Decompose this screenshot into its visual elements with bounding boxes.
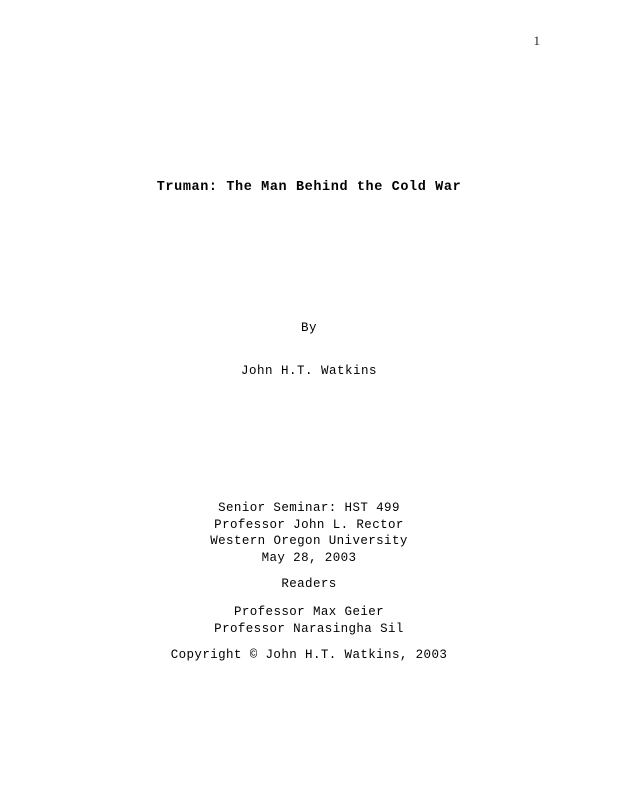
- seminar-date: May 28, 2003: [261, 550, 357, 565]
- readers-list: [0, 604, 618, 637]
- reader-two: Professor Narasingha Sil: [214, 621, 404, 636]
- reader-one: Professor Max Geier: [233, 605, 385, 619]
- byline-label: By: [300, 321, 317, 335]
- page-title: Truman: The Man Behind the Cold War: [156, 180, 462, 195]
- author-name: John H.T. Watkins: [240, 364, 378, 378]
- readers-heading: Readers: [281, 577, 337, 591]
- seminar-info: [0, 500, 618, 566]
- seminar-course: Senior Seminar: HST 499: [218, 501, 400, 515]
- seminar-professor: Professor John L. Rector: [214, 517, 404, 532]
- seminar-institution: Western Oregon University: [210, 534, 408, 548]
- copyright-notice: Copyright © John H.T. Watkins, 2003: [170, 648, 448, 662]
- page-number: 1: [533, 33, 540, 48]
